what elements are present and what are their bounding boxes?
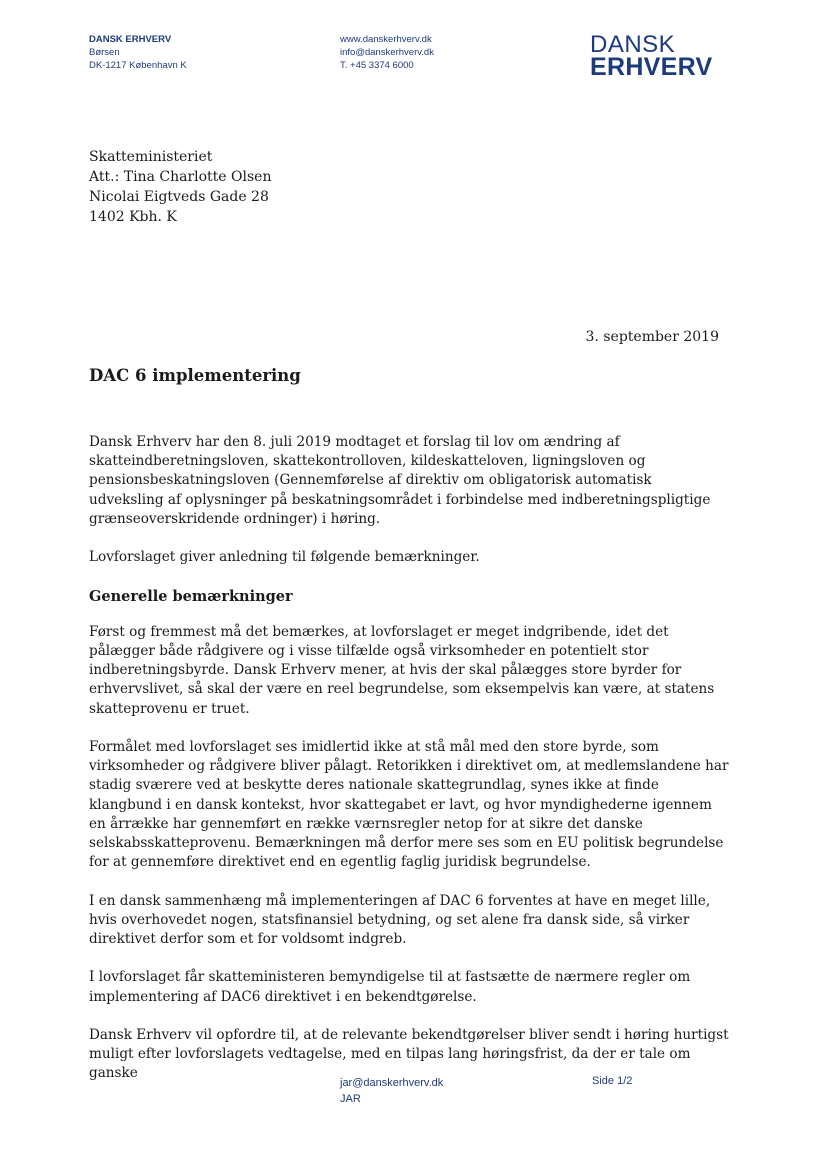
paragraph-5: Dansk Erhverv vil opfordre til, at de relevante bekendtgørelser bliver sendt i høring hurtigst muligt efter lovforslagets vedtagelse, med en tilpas lang høringsfrist, da der er tale om ganske <box>89 1027 729 1082</box>
recipient-line-1: Skatteministeriet <box>89 149 213 165</box>
letter-body <box>89 433 729 1103</box>
footer-contact <box>340 1075 443 1107</box>
sender-company: DANSK ERHVERV <box>89 34 172 45</box>
recipient-line-4: 1402 Kbh. K <box>89 209 177 225</box>
logo-line-2: ERHVERV <box>590 53 713 81</box>
paragraph-1: Først og fremmest må det bemærkes, at lovforslaget er meget indgribende, idet det pålægger både rådgivere og i visse tilfælde også virksomheder en potentielt stor indberetningsbyrde. Dansk Erhverv mener, at hvis der skal pålægges store byrder for erhvervslivet, så skal der være en reel begrundelse, som eksempelvis kan være, at statens skatteprovenu er truet. <box>89 623 715 717</box>
recipient-address <box>89 147 271 227</box>
intro-paragraph: Dansk Erhverv har den 8. juli 2019 modtaget et forslag til lov om ændring af skatteindberetningsloven, skattekontrolloven, kildeskatteloven, ligningsloven og pensionsbeskatningsloven (Gennemførelse af direktiv om obligatorisk automatisk udveksling af oplysninger på beskatningsområdet i forbindelse med indberetningspligtige grænseoverskridende ordninger) i høring. <box>89 434 711 527</box>
company-logo <box>590 31 713 81</box>
sender-email: info@danskerhverv.dk <box>340 47 434 58</box>
recipient-line-3: Nicolai Eigtveds Gade 28 <box>89 189 269 205</box>
sender-phone: T. +45 3374 6000 <box>340 60 414 71</box>
paragraph-3: I en dansk sammenhæng må implementeringen af DAC 6 forventes at have en meget lille, hvis overhovedet nogen, statsfinansiel betydning, og set alene fra dansk side, så virker direktivet derfor som et for voldsomt indgreb. <box>89 892 711 948</box>
sender-address <box>89 33 187 72</box>
footer-initials: JAR <box>340 1093 361 1105</box>
paragraph-2: Formålet med lovforslaget ses imidlertid ikke at stå mål med den store byrde, som virksomheder og rådgivere bliver pålagt. Retorikken i direktivet om, at medlemslandene har stadig sværere ved at beskytte deres nationale skattegrundlag, synes ikke at finde klangbund i en dansk kontekst, hvor skattegabet er lavt, og hvor myndighederne igennem en årrække har gennemført en række værnsregler netop for at sikre det danske selskabsskatteprovenu. Bemærkningen må derfor mere ses som en EU politisk begrundelse for at gennemføre direktivet end en egentlig faglig juridisk begrundelse. <box>89 739 729 871</box>
paragraph-4: I lovforslaget får skatteministeren bemyndigelse til at fastsætte de nærmere regler om implementering af DAC6 direktivet i en bekendtgørelse. <box>89 969 691 1005</box>
sender-city: DK-1217 København K <box>89 60 187 71</box>
section-heading: Generelle bemærkninger <box>89 587 293 605</box>
sender-website: www.danskerhverv.dk <box>340 34 432 45</box>
remark-paragraph: Lovforslaget giver anledning til følgende bemærkninger. <box>89 549 480 566</box>
sender-contact <box>340 33 434 72</box>
letter-title: DAC 6 implementering <box>89 366 301 385</box>
sender-street: Børsen <box>89 47 120 58</box>
page-number: Side 1/2 <box>592 1075 633 1087</box>
logo-line-1: DANSK <box>590 31 676 58</box>
footer-email: jar@danskerhverv.dk <box>340 1077 444 1089</box>
recipient-line-2: Att.: Tina Charlotte Olsen <box>89 169 272 185</box>
letter-date: 3. september 2019 <box>585 329 719 345</box>
